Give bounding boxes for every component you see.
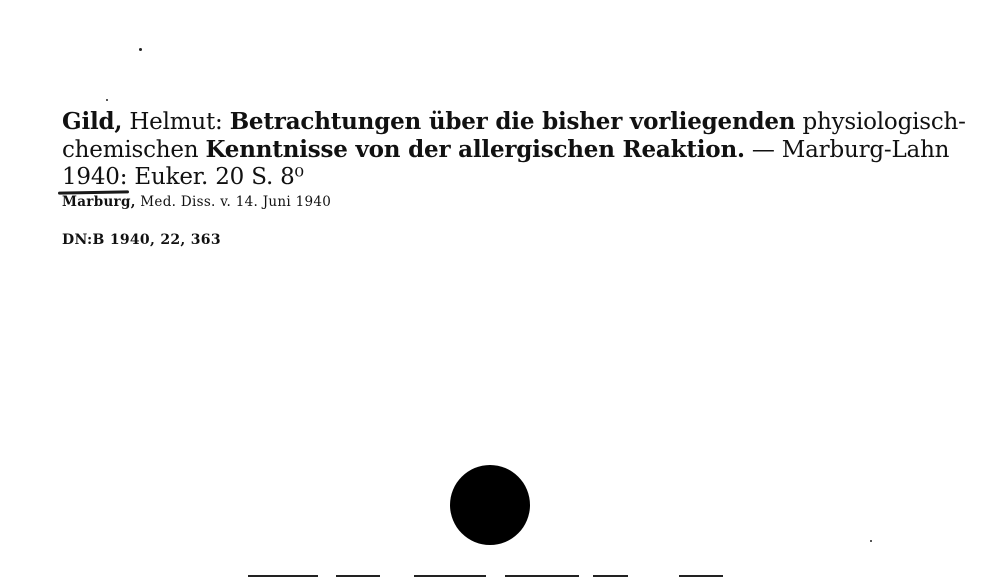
publication-year [62, 164, 127, 191]
speck-mark [870, 540, 872, 542]
entry-line-1 [62, 108, 966, 136]
dissertation-note [62, 194, 331, 210]
dn-reference: DN:B 1940, 22, 363 [62, 232, 221, 248]
publisher-and-pages: Euker. 20 S. 8⁰ [127, 164, 304, 190]
speck-mark [139, 48, 142, 51]
dissertation-text: Med. Diss. v. 14. Juni 1940 [135, 194, 332, 210]
punch-hole [450, 465, 530, 545]
year-text: 1940: [62, 164, 128, 190]
edge-mark [414, 575, 486, 577]
edge-mark [336, 575, 380, 577]
publication-place: — Marburg-Lahn [744, 137, 950, 163]
edge-mark [593, 575, 628, 577]
edge-mark [505, 575, 579, 577]
title-continuation: chemischen [62, 137, 206, 163]
speck-mark [106, 99, 108, 101]
edge-mark [679, 575, 723, 577]
edge-mark [248, 575, 318, 577]
author-given-name: Helmut: [122, 109, 230, 135]
entry-line-3 [62, 164, 922, 191]
title-bold-continuation: Kenntnisse von der allergischen Reaktion. [205, 136, 745, 163]
entry-line-2 [62, 136, 950, 164]
dissertation-place: Marburg, [62, 194, 136, 210]
author-surname: Gild, [62, 108, 123, 135]
title-rest: physiologisch- [795, 109, 966, 135]
title-bold: Betrachtungen über die bisher vorliegenden [229, 108, 796, 135]
bibliographic-entry [62, 108, 966, 191]
